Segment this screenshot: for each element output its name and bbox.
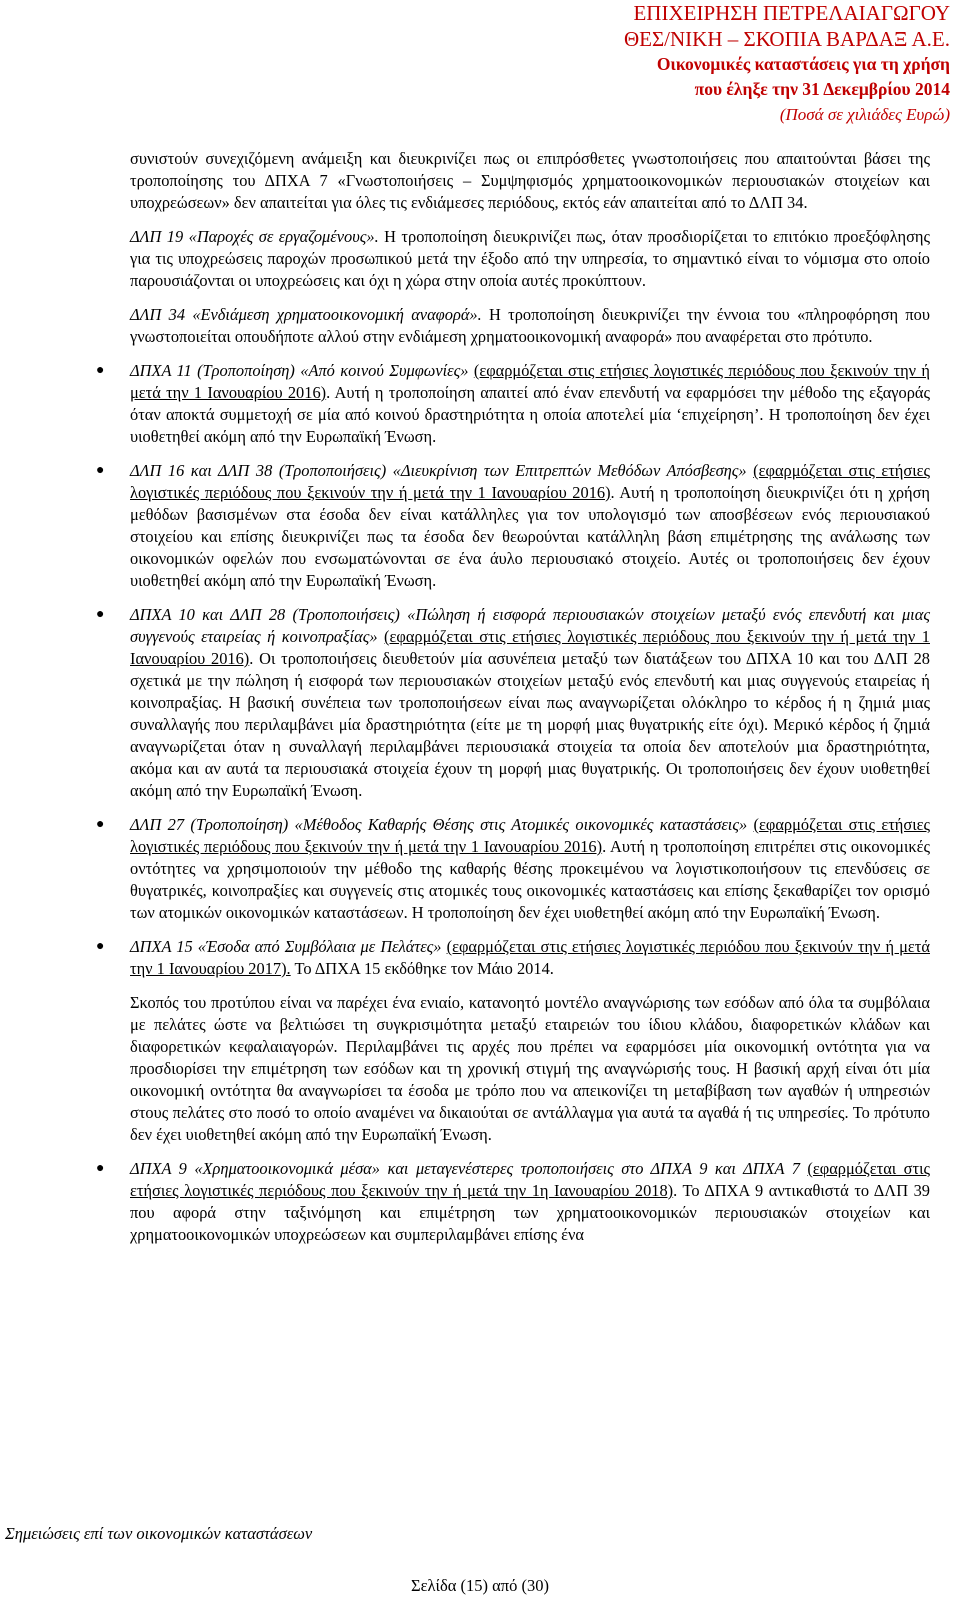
bullet-ifrs10-ias28 [62,604,930,802]
ias16-38-effective: (εφαρμόζεται στις ετήσιες λογιστικές περιόδους που ξεκινούν την ή μετά την 1 Ιανουαρίου 2016) [130,461,930,502]
report-title-line2: που έληξε την 31 Δεκεμβρίου 2014 [694,79,950,99]
ias27-text: . Αυτή η τροποποίηση επιτρέπει στις οικονομικές οντότητες να χρησιμοποιούν την μέθοδο της καθαρής θέσης προκειμένου να λογιστικοποιήσουν τις επενδύσεις σε θυγατρικές, κοινοπραξίες και συγγενείς στις ατομικές τους οικονομικές καταστάσεις και επίσης ξεκαθαρίζει τον ορισμό των ατομικών οικονομικών καταστάσεων. Η τροποποίηση δεν έχει υιοθετηθεί ακόμη από την Ευρωπαϊκή Ένωση. [130,837,930,922]
ifrs11-title: ΔΠΧΑ 11 (Τροποποίηση) «Από κοινού Συμφωνίες» [130,361,469,380]
paragraph-ias34 [62,304,930,348]
bullet-icon: ● [96,939,105,954]
ifrs11-text: . Αυτή η τροποποίηση απαιτεί από έναν επενδυτή να εφαρμόσει την μέθοδο της εξαγοράς όταν αποκτά συμμετοχή σε μία από κοινού δραστηριότητα η οποία αποτελεί μία ‘επιχείρηση’. Η τροποποίηση δεν έχει υιοθετηθεί ακόμη από την Ευρωπαϊκή Ένωση. [130,383,930,446]
list-item [62,460,930,592]
bullet-ifrs11 [62,360,930,448]
list-item [62,814,930,924]
ias34-title: ΔΛΠ 34 «Ενδιάμεση χρηματοοικονομική αναφορά». [130,305,482,324]
ifrs10-ias28-title: ΔΠΧΑ 10 και ΔΛΠ 28 (Τροποποιήσεις) «Πώληση ή εισφορά περιουσιακών στοιχείων μεταξύ ενός επενδυτή και μιας συγγενούς εταιρείας ή κοινοπραξίας» [130,605,930,646]
bullet-ifrs9 [62,1158,930,1246]
ias19-text: Η τροποποίηση διευκρινίζει πως, όταν προσδιορίζεται το επιτόκιο προεξόφλησης για τις υποχρεώσεις παροχών προσωπικού μετά την έξοδο από την υπηρεσία, το σημαντικό είναι το νόμισμα στο οποίο παρουσιάζονται οι υποχρεώσεις και όχι η χώρα στην οποία αυτές προκύπτουν. [130,227,930,290]
ifrs15-text: Το ΔΠΧΑ 15 εκδόθηκε τον Μάιο 2014. [290,959,554,978]
bullet-ias27 [62,814,930,924]
bullet-ifrs15 [62,936,930,980]
ifrs10-ias28-text: . Οι τροποποιήσεις διευθετούν μία ασυνέπεια μεταξύ των διατάξεων του ΔΠΧΑ 10 και του ΔΛΠ 28 σχετικά με την πώληση ή εισφορά των περιουσιακών στοιχείων μεταξύ ενός επενδυτή και μιας συγγενούς εταιρείας ή κοινοπραξίας. Η βασική συνέπεια των τροποποιήσεων είναι πως αναγνωρίζεται ολόκληρο το κέρδος ή η ζημιά μιας συναλλαγής που περιλαμβάνει μία δραστηριότητα (είτε με τη μορφή μιας θυγατρικής είτε όχι). Μερικό κέρδος ή ζημιά αναγνωρίζεται όταν η συναλλαγή περιλαμβάνει περιουσιακά στοιχεία τα οποία δεν αποτελούν μια δραστηριότητα, ακόμα και αν αυτά τα περιουσιακά στοιχεία έχουν τη μορφή μιας θυγατρικής. Οι τροποποιήσεις δεν έχουν υιοθετηθεί ακόμη από την Ευρωπαϊκή Ένωση. [130,649,930,800]
ifrs9-title: ΔΠΧΑ 9 «Χρηματοοικονομικά μέσα» [130,1159,380,1178]
paragraph-ias19 [62,226,930,292]
ifrs11-effective: (εφαρμόζεται στις ετήσιες λογιστικές περιόδους που ξεκινούν την ή μετά την 1 Ιανουαρίου 2016) [130,361,930,402]
ifrs9-mid: και μεταγενέστερες τροποποιήσεις στο ΔΠΧΑ 9 και ΔΠΧΑ 7 [379,1159,800,1178]
ifrs10-ias28-effective: (εφαρμόζεται στις ετήσιες λογιστικές περιόδους που ξεκινούν την ή μετά την 1 Ιανουαρίου 2016) [130,627,930,668]
ias16-38-title: ΔΛΠ 16 και ΔΛΠ 38 (Τροποποιήσεις) «Διευκρίνιση των Επιτρεπτών Μεθόδων Απόσβεσης» [130,461,747,480]
list-item [62,604,930,802]
ias19-title: ΔΛΠ 19 «Παροχές σε εργαζομένους». [130,227,379,246]
list-item [62,936,930,980]
bullet-icon: ● [96,817,105,832]
amounts-note: (Ποσά σε χιλιάδες Ευρώ) [779,105,950,124]
ifrs15-title: ΔΠΧΑ 15 «Έσοδα από Συμβόλαια με Πελάτες» [130,937,442,956]
list-item [62,360,930,448]
ias27-effective: (εφαρμόζεται στις ετήσιες λογιστικές περιόδους που ξεκινούν την ή μετά την 1 Ιανουαρίου 2016) [130,815,930,856]
bullet-icon: ● [96,363,105,378]
ifrs15-effective: (εφαρμόζεται στις ετήσιες λογιστικές περιόδου που ξεκινούν την ή μετά την 1 Ιανουαρίου 2017). [130,937,930,978]
paragraph-intro: συνιστούν συνεχιζόμενη ανάμειξη και διευκρινίζει πως οι επιπρόσθετες γνωστοποιήσεις που απαιτούνται βάσει της τροποποίησης του ΔΠΧΑ 7 «Γνωστοποιήσεις – Συμψηφισμός χρηματοοικονομικών περιουσιακών στοιχείων και υποχρεώσεων» δεν απαιτείται για όλες τις ενδιάμεσες περιόδους, εκτός εάν απαιτείται από το ΔΛΠ 34. [130,149,930,212]
company-name-line2: ΘΕΣ/ΝΙΚΗ – ΣΚΟΠΙΑ ΒΑΡΔΑΞ Α.Ε. [623,27,950,51]
ifrs9-effective: (εφαρμόζεται στις ετήσιες λογιστικές περιόδους που ξεκινούν την ή μετά την 1η Ιανουαρίου 2018) [130,1159,930,1200]
footer-notes-label: Σημειώσεις επί των οικονομικών καταστάσεων [5,1524,313,1543]
list-item [62,1158,930,1246]
bullet-icon: ● [96,1161,105,1176]
page-number: Σελίδα (15) από (30) [411,1576,549,1595]
ifrs9-text: . Το ΔΠΧΑ 9 αντικαθιστά το ΔΛΠ 39 που αφορά στην ταξινόμηση και επιμέτρηση των χρηματοοικονομικών περιουσιακών στοιχείων και χρηματοοικονομικών υποχρεώσεων και συμπεριλαμβάνει επίσης ένα [130,1181,930,1244]
ias34-text: Η τροποποίηση διευκρινίζει την έννοια του «πληροφόρηση που γνωστοποιείται οπουδήποτε αλλού στην ενδιάμεση χρηματοοικονομική αναφορά» που αναφέρεται στο πρότυπο. [130,305,930,346]
ias16-38-text: . Αυτή η τροποποίηση διευκρινίζει ότι η χρήση μεθόδων βασισμένων στα έσοδα δεν είναι κατάλληλες για τον υπολογισμό των αποσβέσεων ενός περιουσιακού στοιχείου και επίσης διευκρινίζει πως τα έσοδα δεν θεωρούνται κατάλληλη βάση επιμέτρησης της ανάλωσης των οικονομικών οφελών που ενσωματώνονται σε ένα άυλο περιουσιακό στοιχείο. Αυτές οι τροποποιήσεις δεν έχουν υιοθετηθεί ακόμη από την Ευρωπαϊκή Ένωση. [130,483,930,590]
paragraph-ifrs15-purpose: Σκοπός του προτύπου είναι να παρέχει ένα ενιαίο, κατανοητό μοντέλο αναγνώρισης των εσόδων από όλα τα συμβόλαια με πελάτες ώστε να βελτιώσει τη συγκρισιμότητα μεταξύ εταιρειών του ίδιου κλάδου, διαφορετικών κλάδων και διαφορετικών κεφαλαιαγορών. Περιλαμβάνει τις αρχές που πρέπει να εφαρμόσει μία οικονομική οντότητα για να προσδιορίσει την επιμέτρηση των εσόδων και τη χρονική στιγμή της αναγνώρισής τους. Η βασική αρχή είναι ότι μία οικονομική οντότητα θα αναγνωρίσει τα έσοδα με τρόπο που να απεικονίζει τη μεταβίβαση των αγαθών ή υπηρεσιών στους πελάτες στο ποσό το οποίο αναμένει να δικαιούται σε αντάλλαγμα για αυτά τα αγαθά ή τις υπηρεσίες. Το πρότυπο δεν έχει υιοθετηθεί ακόμη από την Ευρωπαϊκή Ένωση. [130,993,930,1144]
report-title-line1: Οικονομικές καταστάσεις για τη χρήση [656,54,950,74]
ias27-title: ΔΛΠ 27 (Τροποποίηση) «Μέθοδος Καθαρής Θέσης στις Ατομικές οικονομικές καταστάσεις» [130,815,748,834]
bullet-icon: ● [96,607,105,622]
bullet-icon: ● [96,463,105,478]
bullet-ias16-38 [62,460,930,592]
company-name-line1: ΕΠΙΧΕΙΡΗΣΗ ΠΕΤΡΕΛΑΙΑΓΩΓΟΥ [633,1,950,25]
document-body [62,148,930,1246]
page-header [624,0,950,128]
